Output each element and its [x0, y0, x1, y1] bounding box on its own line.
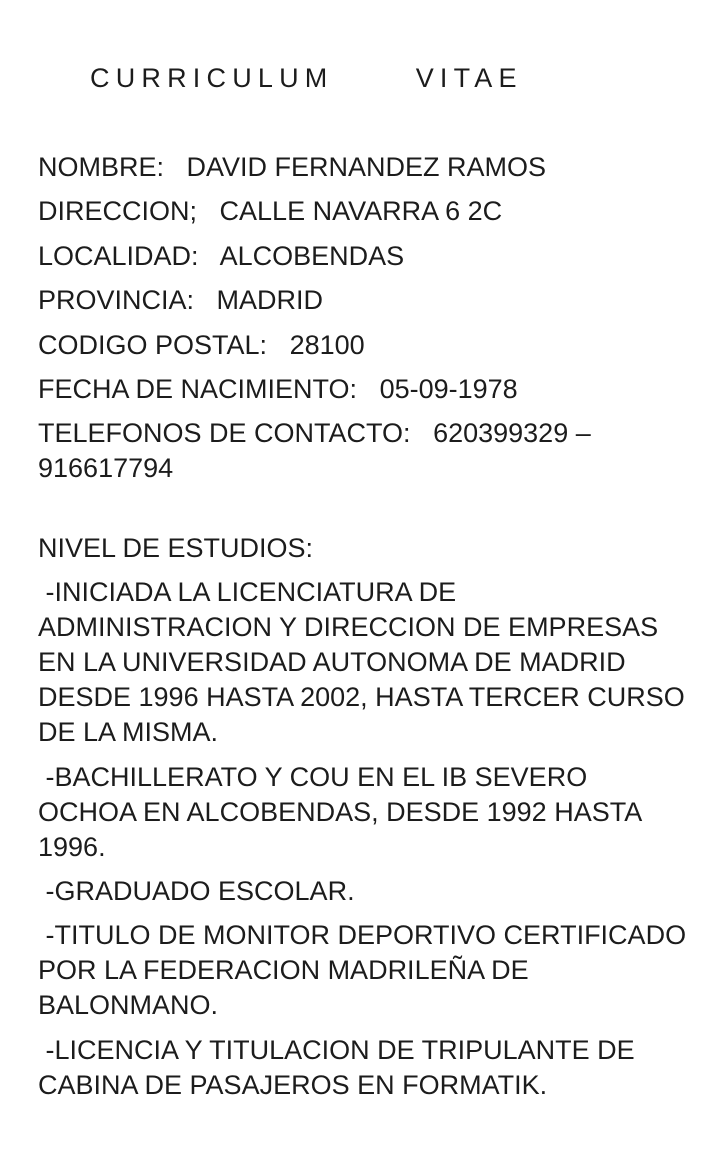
personal-row-postal-code: [38, 328, 688, 363]
field-value: 05-09-1978: [379, 373, 518, 404]
education-item: -TITULO DE MONITOR DEPORTIVO CERTIFICADO POR LA FEDERACION MADRILEÑA DE BALONMANO.: [38, 920, 694, 1021]
field-label: NOMBRE:: [38, 152, 165, 182]
education-item: -INICIADA LA LICENCIATURA DE ADMINISTRACION Y DIRECCION DE EMPRESAS EN LA UNIVERSIDAD AUTONOMA DE MADRID DESDE 1996 HASTA 2002, HASTA TERCER CURSO DE LA MISMA.: [38, 577, 693, 748]
field-value: 28100: [289, 329, 365, 360]
field-label: FECHA DE NACIMIENTO:: [38, 373, 358, 404]
personal-row-locality: [38, 239, 688, 274]
personal-row-name: [38, 150, 688, 185]
personal-row-address: [38, 194, 688, 229]
field-label: PROVINCIA:: [38, 285, 195, 316]
field-label: DIRECCION;: [38, 196, 198, 227]
field-label: TELEFONOS DE CONTACTO:: [38, 418, 411, 449]
education-item: -BACHILLERATO Y COU EN EL IB SEVERO OCHOA EN ALCOBENDAS, DESDE 1992 HASTA 1996.: [38, 761, 649, 862]
field-value: CALLE NAVARRA 6 2C: [219, 196, 503, 227]
field-value: MADRID: [216, 285, 324, 316]
education-item: -LICENCIA Y TITULACION DE TRIPULANTE DE CABINA DE PASAJEROS EN FORMATIK.: [38, 1034, 643, 1100]
document-title: CURRICULUM VITAE: [90, 63, 523, 93]
education-item: -GRADUADO ESCOLAR.: [38, 875, 355, 906]
personal-row-phones: [38, 416, 688, 486]
field-label: CODIGO POSTAL:: [38, 329, 268, 360]
section-spacer: [38, 496, 688, 531]
document-body: [38, 150, 694, 1112]
personal-row-province: [38, 283, 688, 318]
education-heading: NIVEL DE ESTUDIOS:: [38, 532, 314, 563]
field-value: DAVID FERNANDEZ RAMOS: [186, 152, 547, 182]
personal-row-birth-date: [38, 372, 688, 407]
field-value: 620399329 – 916617794: [38, 418, 599, 484]
field-label: LOCALIDAD:: [38, 240, 199, 271]
field-value: ALCOBENDAS: [219, 240, 405, 271]
